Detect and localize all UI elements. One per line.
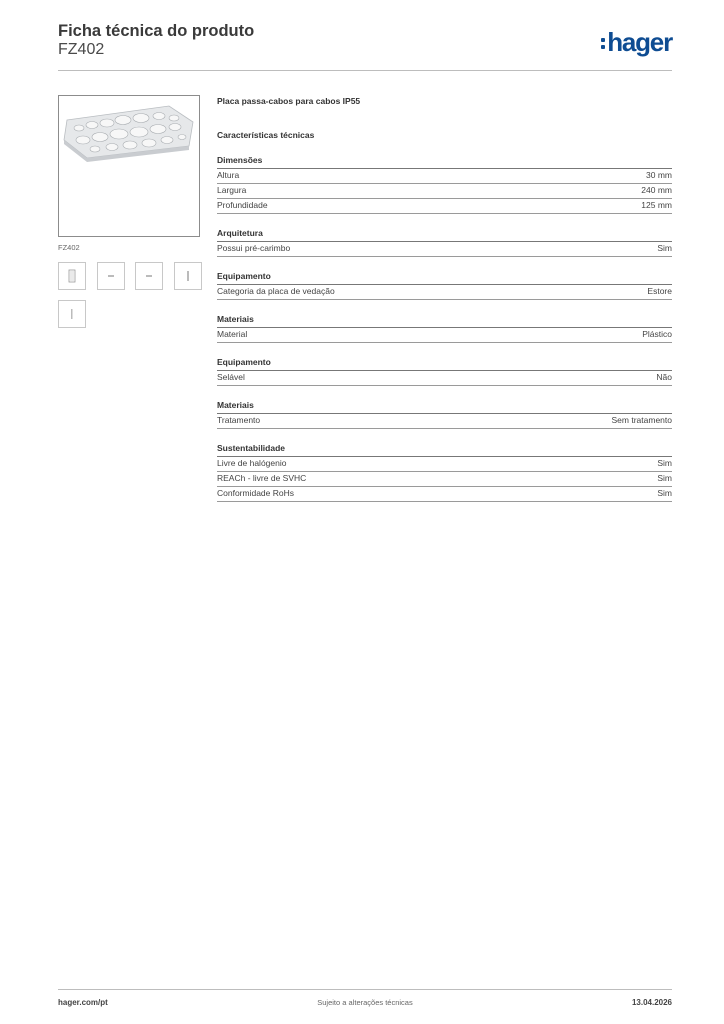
spec-label: Altura bbox=[217, 170, 240, 180]
footer-notice: Sujeito a alterações técnicas bbox=[317, 998, 413, 1007]
spec-value: Sem tratamento bbox=[611, 415, 672, 425]
spec-label: REACh - livre de SVHC bbox=[217, 473, 307, 483]
edge-view-icon bbox=[59, 301, 85, 327]
spec-label: Categoria da placa de vedação bbox=[217, 286, 335, 296]
section-dimensoes bbox=[217, 155, 672, 214]
section-title: Sustentabilidade bbox=[217, 443, 672, 457]
side-view-icon bbox=[136, 263, 162, 289]
spec-label: Material bbox=[217, 329, 248, 339]
spec-row bbox=[217, 328, 672, 343]
spec-label: Largura bbox=[217, 185, 247, 195]
page-footer bbox=[58, 989, 672, 1011]
spec-label: Tratamento bbox=[217, 415, 261, 425]
spec-value: Sim bbox=[657, 473, 672, 483]
spec-row bbox=[217, 199, 672, 214]
footer-date: 13.04.2026 bbox=[631, 998, 672, 1007]
section-sustentabilidade bbox=[217, 443, 672, 502]
spec-row bbox=[217, 414, 672, 429]
spec-value: 30 mm bbox=[646, 170, 672, 180]
spec-row bbox=[217, 242, 672, 257]
spec-row bbox=[217, 184, 672, 199]
spec-label: Livre de halógenio bbox=[217, 458, 287, 468]
section-title: Arquitetura bbox=[217, 228, 672, 242]
section-title: Materiais bbox=[217, 314, 672, 328]
spec-value: Sim bbox=[657, 458, 672, 468]
front-view-icon bbox=[59, 263, 85, 289]
spec-value: Sim bbox=[657, 488, 672, 498]
spec-row bbox=[217, 487, 672, 502]
spec-label: Selável bbox=[217, 372, 245, 382]
spec-label: Profundidade bbox=[217, 200, 268, 210]
thumbnail-edge-view[interactable] bbox=[174, 262, 202, 290]
thumbnail-side-view[interactable] bbox=[97, 262, 125, 290]
hager-logo bbox=[601, 27, 672, 57]
section-title: Equipamento bbox=[217, 271, 672, 285]
spec-label: Conformidade RoHs bbox=[217, 488, 295, 498]
section-title: Dimensões bbox=[217, 155, 672, 169]
spec-row bbox=[217, 169, 672, 184]
page-title: Ficha técnica do produto bbox=[58, 22, 255, 40]
spec-value: Não bbox=[656, 372, 672, 382]
footer-website-link[interactable]: hager.com/pt bbox=[58, 998, 108, 1007]
spec-value: Estore bbox=[647, 286, 672, 296]
spec-row bbox=[217, 371, 672, 386]
section-title: Materiais bbox=[217, 400, 672, 414]
spec-value: 240 mm bbox=[641, 185, 672, 195]
section-materiais-2 bbox=[217, 400, 672, 429]
edge-view-icon bbox=[175, 263, 201, 289]
section-equipamento-2 bbox=[217, 357, 672, 386]
section-arquitetura bbox=[217, 228, 672, 257]
thumbnail-edge-view-2[interactable] bbox=[58, 300, 86, 328]
spec-value: Sim bbox=[657, 243, 672, 253]
thumbnail-front-view[interactable] bbox=[58, 262, 86, 290]
section-title: Equipamento bbox=[217, 357, 672, 371]
side-view-icon bbox=[98, 263, 124, 289]
image-caption: FZ402 bbox=[58, 243, 80, 252]
product-title: Placa passa-cabos para cabos IP55 bbox=[217, 96, 361, 106]
page-header bbox=[58, 20, 672, 71]
thumbnail-side-view-2[interactable] bbox=[135, 262, 163, 290]
logo-text: hager bbox=[607, 27, 672, 57]
spec-row bbox=[217, 457, 672, 472]
spec-value: 125 mm bbox=[641, 200, 672, 210]
spec-value: Plástico bbox=[642, 329, 672, 339]
characteristics-title: Características técnicas bbox=[217, 130, 315, 140]
spec-label: Possui pré-carimbo bbox=[217, 243, 291, 253]
section-equipamento bbox=[217, 271, 672, 300]
product-reference: FZ402 bbox=[58, 41, 105, 58]
product-image[interactable] bbox=[58, 95, 200, 237]
cable-gland-plate-icon bbox=[59, 96, 199, 236]
spec-row bbox=[217, 472, 672, 487]
section-materiais bbox=[217, 314, 672, 343]
spec-row bbox=[217, 285, 672, 300]
product-details bbox=[217, 95, 672, 502]
logo-colon-icon bbox=[601, 38, 605, 49]
